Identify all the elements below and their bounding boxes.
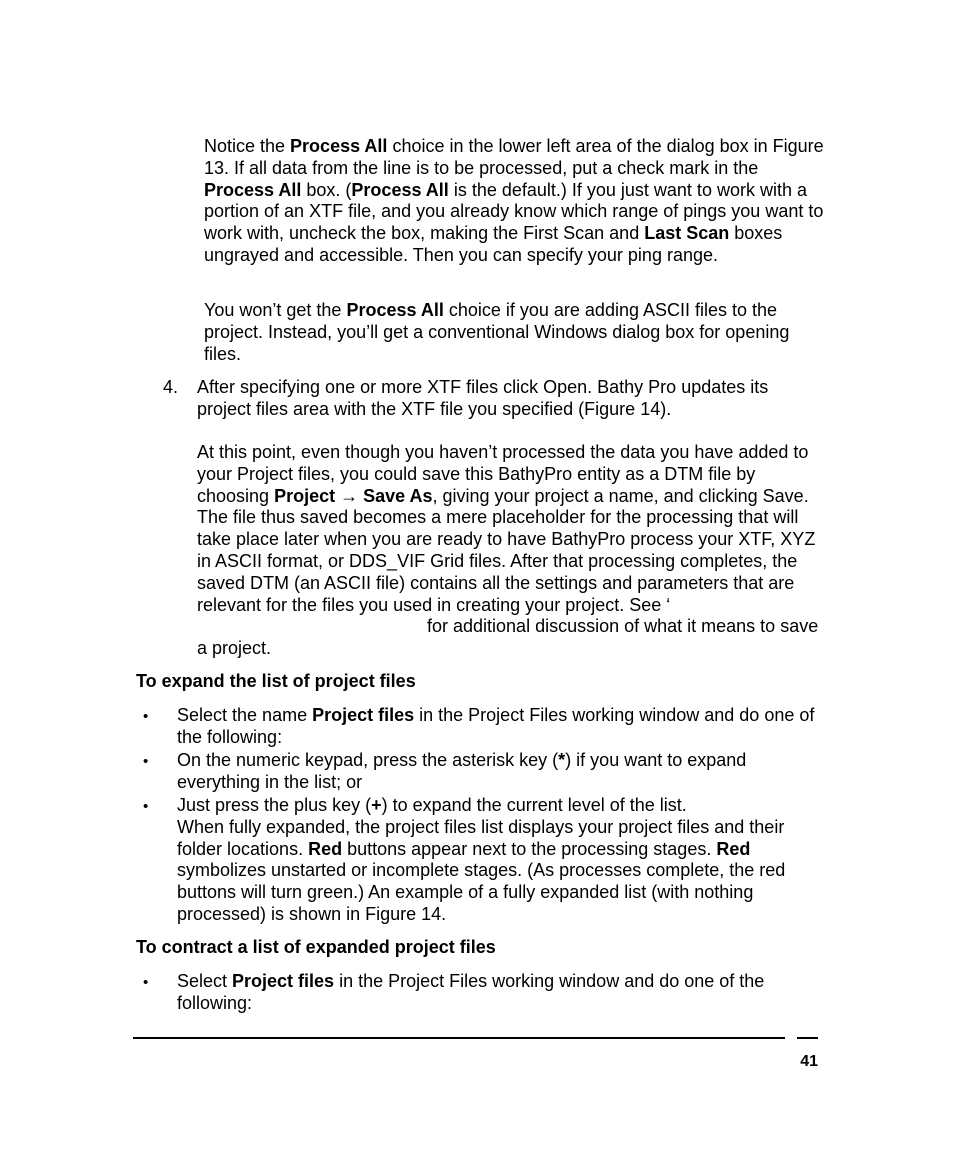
footer-divider-short — [797, 1037, 818, 1039]
contract-list-heading: To contract a list of expanded project files — [136, 937, 496, 957]
list-item: Select Project files in the Project Files working window and do one of the following: — [177, 971, 765, 1013]
list-item: On the numeric keypad, press the asterisk key (*) if you want to expand everything in the list; or — [177, 750, 747, 792]
expand-list-heading: To expand the list of project files — [136, 671, 416, 691]
bullet-icon: • — [143, 708, 149, 725]
bullet-icon: • — [143, 753, 149, 770]
page-number: 41 — [800, 1053, 818, 1070]
save-dtm-paragraph: At this point, even though you haven’t processed the data you have added to your Project files, you could save this BathyPro entity as a DTM file by choosing Project → Save As, giving your project a name, and clicking Save. The file thus saved becomes a mere placeholder for the processing that will take place later when you are ready to have BathyPro process your XTF, XYZ in ASCII format, or DDS_VIF Grid files. After that processing completes, the saved DTM (an ASCII file) contains all the settings and parameters that are relevant for the files you used in creating your project. See ‘for additional discussion of what it means to save a project. — [197, 442, 819, 659]
list-item: Just press the plus key (+) to expand the current level of the list. When fully expanded, the project files list displays your project files and their folder locations. Red buttons appear next to the processing stages. Red symbolizes unstarted or incomplete stages. (As processes complete, the red buttons will turn green.) An example of a fully expanded list (with nothing processed) is shown in Figure 14. — [177, 795, 786, 924]
bullet-icon: • — [143, 974, 149, 991]
bullet-icon: • — [143, 798, 149, 815]
step-number: 4. — [163, 377, 179, 397]
ascii-files-paragraph: You won’t get the Process All choice if you are adding ASCII files to the project. Instead, you’ll get a conventional Windows dialog box for opening files. — [204, 300, 790, 364]
process-all-paragraph: Notice the Process All choice in the lower left area of the dialog box in Figure 13. If all data from the line is to be processed, put a check mark in the Process All box. (Process All is the default.) If you just want to work with a portion of an XTF file, and you already know which range of pings you want to work with, uncheck the box, making the First Scan and Last Scan boxes ungrayed and accessible. Then you can specify your ping range. — [204, 136, 824, 265]
step-4-text: After specifying one or more XTF files click Open. Bathy Pro updates its project files area with the XTF file you specified (Figure 14). — [197, 377, 769, 419]
list-item: Select the name Project files in the Project Files working window and do one of the following: — [177, 705, 815, 747]
footer-divider — [133, 1037, 785, 1039]
